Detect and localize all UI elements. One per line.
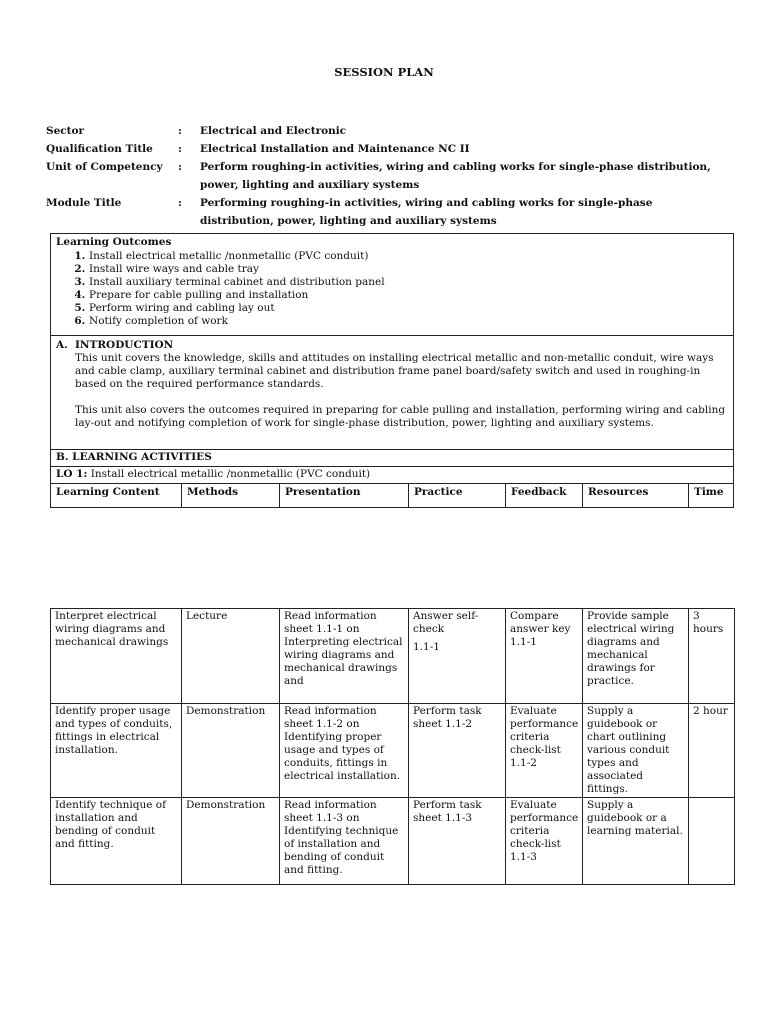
meta-colon: : (178, 125, 182, 137)
module-title-row (46, 194, 726, 230)
learning-outcomes-heading: Learning Outcomes (56, 236, 172, 248)
meta-label: Unit of Competency (46, 161, 163, 173)
sector-value: Electrical and Electronic (200, 125, 347, 137)
introduction-body (56, 352, 728, 430)
method-cell: Lecture (182, 609, 280, 704)
document-title: SESSION PLAN (334, 65, 434, 79)
resources-cell: Supply a guidebook or chart outlining various conduit types and associated fittings. (583, 704, 689, 798)
plan-metadata (46, 122, 726, 230)
lo1-text: Install electrical metallic /nonmetallic (PVC conduit) (90, 468, 371, 480)
learning-content-cell: Identify proper usage and types of conduits, fittings in electrical installation. (51, 704, 182, 798)
session-plan-frame (50, 233, 734, 508)
introduction-heading (56, 339, 728, 352)
sector-row (46, 122, 726, 140)
column-header-time: Time (694, 486, 724, 498)
feedback-cell: Compare answer key 1.1-1 (506, 609, 583, 704)
method-cell: Demonstration (182, 704, 280, 798)
outcome-item: 1. Install electrical metallic /nonmetallic (PVC conduit) (89, 250, 728, 263)
learning-outcomes-section (51, 234, 733, 336)
outcome-item: 5. Perform wiring and cabling lay out (89, 302, 728, 315)
time-cell: 2 hour (689, 704, 735, 798)
column-header-learning-content: Learning Content (51, 484, 182, 507)
column-header-practice: Practice (409, 484, 506, 507)
practice-cell (409, 609, 506, 704)
resources-cell: Provide sample electrical wiring diagrams and mechanical drawings for practice. (583, 609, 689, 704)
introduction-section (51, 336, 733, 450)
presentation-cell: Read information sheet 1.1-3 on Identifying technique of installation and bending of conduit and fitting. (280, 798, 409, 885)
lo1-row (51, 467, 733, 484)
table-row (51, 798, 735, 885)
practice-text: Answer self-check (413, 610, 479, 635)
column-header-presentation: Presentation (280, 484, 409, 507)
qualification-row (46, 140, 726, 158)
method-cell: Demonstration (182, 798, 280, 885)
column-header-feedback: Feedback (506, 484, 583, 507)
practice-cell: Perform task sheet 1.1-3 (409, 798, 506, 885)
introduction-paragraph: This unit also covers the outcomes required in preparing for cable pulling and installation, performing wiring and cabling lay-out and notifying completion of work for single-phase distribution, power, lighting and auxiliary systems. (75, 404, 726, 429)
column-header-methods: Methods (182, 484, 280, 507)
table-row (51, 609, 735, 704)
activity-column-headers (51, 484, 733, 507)
column-header-resources: Resources (583, 484, 689, 507)
introduction-title: INTRODUCTION (75, 339, 174, 351)
resources-cell: Supply a guidebook or a learning material. (583, 798, 689, 885)
outcome-item: 3. Install auxiliary terminal cabinet and distribution panel (89, 276, 728, 289)
time-cell: 3 hours (689, 609, 735, 704)
unit-of-competency-row (46, 158, 726, 194)
practice-cell: Perform task sheet 1.1-2 (409, 704, 506, 798)
unit-of-competency-value: Perform roughing-in activities, wiring and cabling works for single-phase distribution, power, lighting and auxiliary systems (200, 161, 711, 191)
presentation-cell: Read information sheet 1.1-1 on Interpreting electrical wiring diagrams and mechanical drawings and (280, 609, 409, 704)
qualification-value: Electrical Installation and Maintenance NC II (200, 143, 470, 155)
practice-reference: 1.1-1 (413, 641, 440, 653)
meta-colon: : (178, 197, 182, 209)
lo1-label: LO 1: (56, 468, 88, 480)
meta-label: Module Title (46, 197, 122, 209)
meta-label: Qualification Title (46, 143, 153, 155)
outcome-item: 2. Install wire ways and cable tray (89, 263, 728, 276)
introduction-letter: A. (56, 339, 68, 351)
meta-colon: : (178, 161, 182, 173)
introduction-paragraph: This unit covers the knowledge, skills and attitudes on installing electrical metallic and non-metallic conduit, wire ways and cable clamp, auxiliary terminal cabinet and distribution frame panel board/safety switch and used in roughing-in based on the required performance standards. (75, 352, 714, 390)
outcome-item: 4. Prepare for cable pulling and installation (89, 289, 728, 302)
feedback-cell: Evaluate performance criteria check-list 1.1-2 (506, 704, 583, 798)
outcome-item: 6. Notify completion of work (89, 315, 728, 328)
feedback-cell: Evaluate performance criteria check-list 1.1-3 (506, 798, 583, 885)
learning-outcomes-list (56, 250, 728, 328)
learning-activities-table (50, 608, 735, 885)
presentation-cell: Read information sheet 1.1-2 on Identifying proper usage and types of conduits, fittings in electrical installation. (280, 704, 409, 798)
table-row (51, 704, 735, 798)
module-title-value: Performing roughing-in activities, wiring and cabling works for single-phase distribution, power, lighting and auxiliary systems (200, 197, 653, 227)
time-cell (689, 798, 735, 885)
meta-label: Sector (46, 125, 85, 137)
learning-content-cell: Identify technique of installation and bending of conduit and fitting. (51, 798, 182, 885)
learning-content-cell: Interpret electrical wiring diagrams and mechanical drawings (51, 609, 182, 704)
meta-colon: : (178, 143, 182, 155)
learning-activities-heading: B. LEARNING ACTIVITIES (51, 450, 733, 467)
